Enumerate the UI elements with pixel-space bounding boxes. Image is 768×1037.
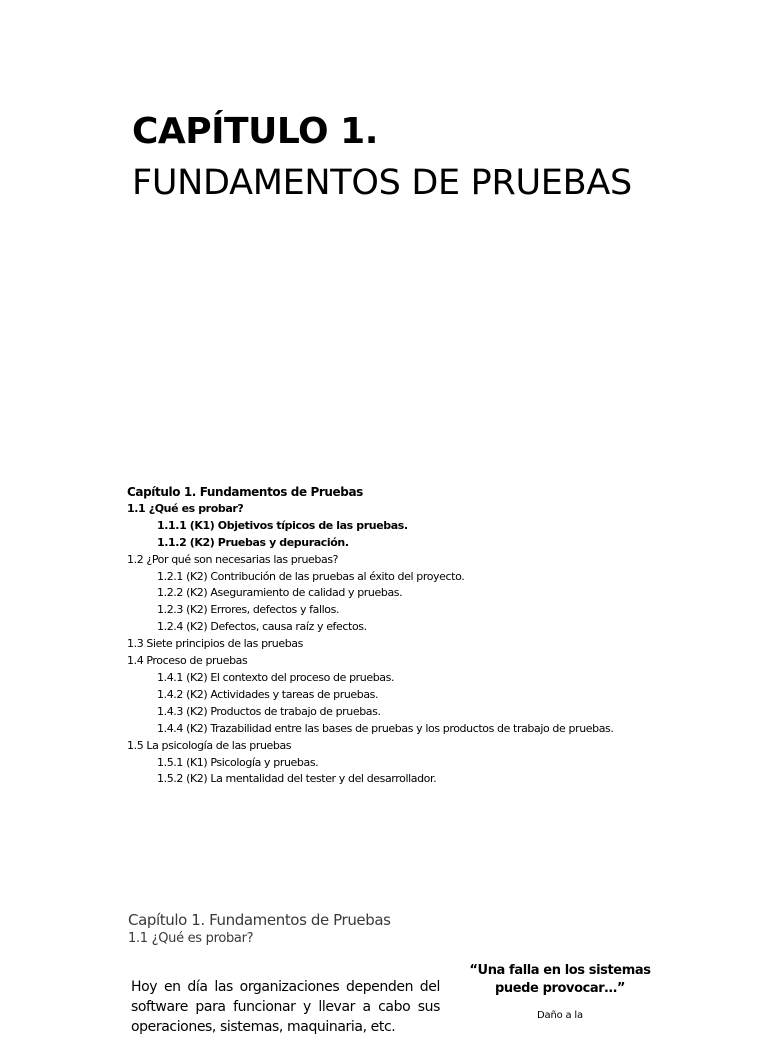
- toc-entry: 1.1.1 (K1) Objetivos típicos de las pruebas.: [157, 518, 408, 532]
- toc-entry: 1.4.3 (K2) Productos de trabajo de pruebas.: [157, 704, 381, 718]
- toc-entry: 1.2 ¿Por qué son necesarias las pruebas?: [127, 552, 339, 566]
- quote-text: “Una falla en los sistemas puede provocar…”: [469, 963, 651, 996]
- quote-box: [468, 962, 652, 1023]
- toc-entry: 1.4.4 (K2) Trazabilidad entre las bases de pruebas y los productos de trabajo de pruebas.: [157, 721, 614, 735]
- toc-title: Capítulo 1. Fundamentos de Pruebas: [127, 485, 363, 499]
- table-of-contents: [127, 484, 627, 788]
- toc-entry: 1.5 La psicología de las pruebas: [127, 738, 292, 752]
- section-heading: 1.1 ¿Qué es probar?: [128, 931, 254, 946]
- toc-entries: [127, 501, 627, 788]
- quote-item: Daño a la: [537, 1010, 583, 1021]
- toc-entry: 1.4.1 (K2) El contexto del proceso de pruebas.: [157, 670, 395, 684]
- chapter-heading: [132, 108, 652, 209]
- section-header: [128, 910, 548, 948]
- toc-entry: 1.2.1 (K2) Contribución de las pruebas al éxito del proyecto.: [157, 569, 465, 583]
- toc-entry: 1.3 Siete principios de las pruebas: [127, 637, 303, 651]
- toc-entry: 1.5.2 (K2) La mentalidad del tester y del desarrollador.: [157, 772, 437, 786]
- toc-entry: 1.5.1 (K1) Psicología y pruebas.: [157, 755, 319, 769]
- section-chapter-heading: Capítulo 1. Fundamentos de Pruebas: [128, 911, 391, 929]
- toc-entry: 1.4 Proceso de pruebas: [127, 654, 248, 668]
- toc-entry: 1.4.2 (K2) Actividades y tareas de pruebas.: [157, 687, 379, 701]
- toc-entry: 1.2.3 (K2) Errores, defectos y fallos.: [157, 603, 340, 617]
- body-paragraph: Hoy en día las organizaciones dependen del software para funcionar y llevar a cabo sus operaciones, sistemas, maquinaria, etc.: [131, 979, 440, 1035]
- toc-entry: 1.1 ¿Qué es probar?: [127, 501, 244, 515]
- chapter-number: CAPÍTULO 1.: [132, 111, 378, 152]
- toc-entry: 1.1.2 (K2) Pruebas y depuración.: [157, 535, 349, 549]
- toc-entry: 1.2.2 (K2) Aseguramiento de calidad y pruebas.: [157, 586, 403, 600]
- toc-entry: 1.2.4 (K2) Defectos, causa raíz y efectos.: [157, 620, 367, 634]
- chapter-title: FUNDAMENTOS DE PRUEBAS: [132, 163, 632, 203]
